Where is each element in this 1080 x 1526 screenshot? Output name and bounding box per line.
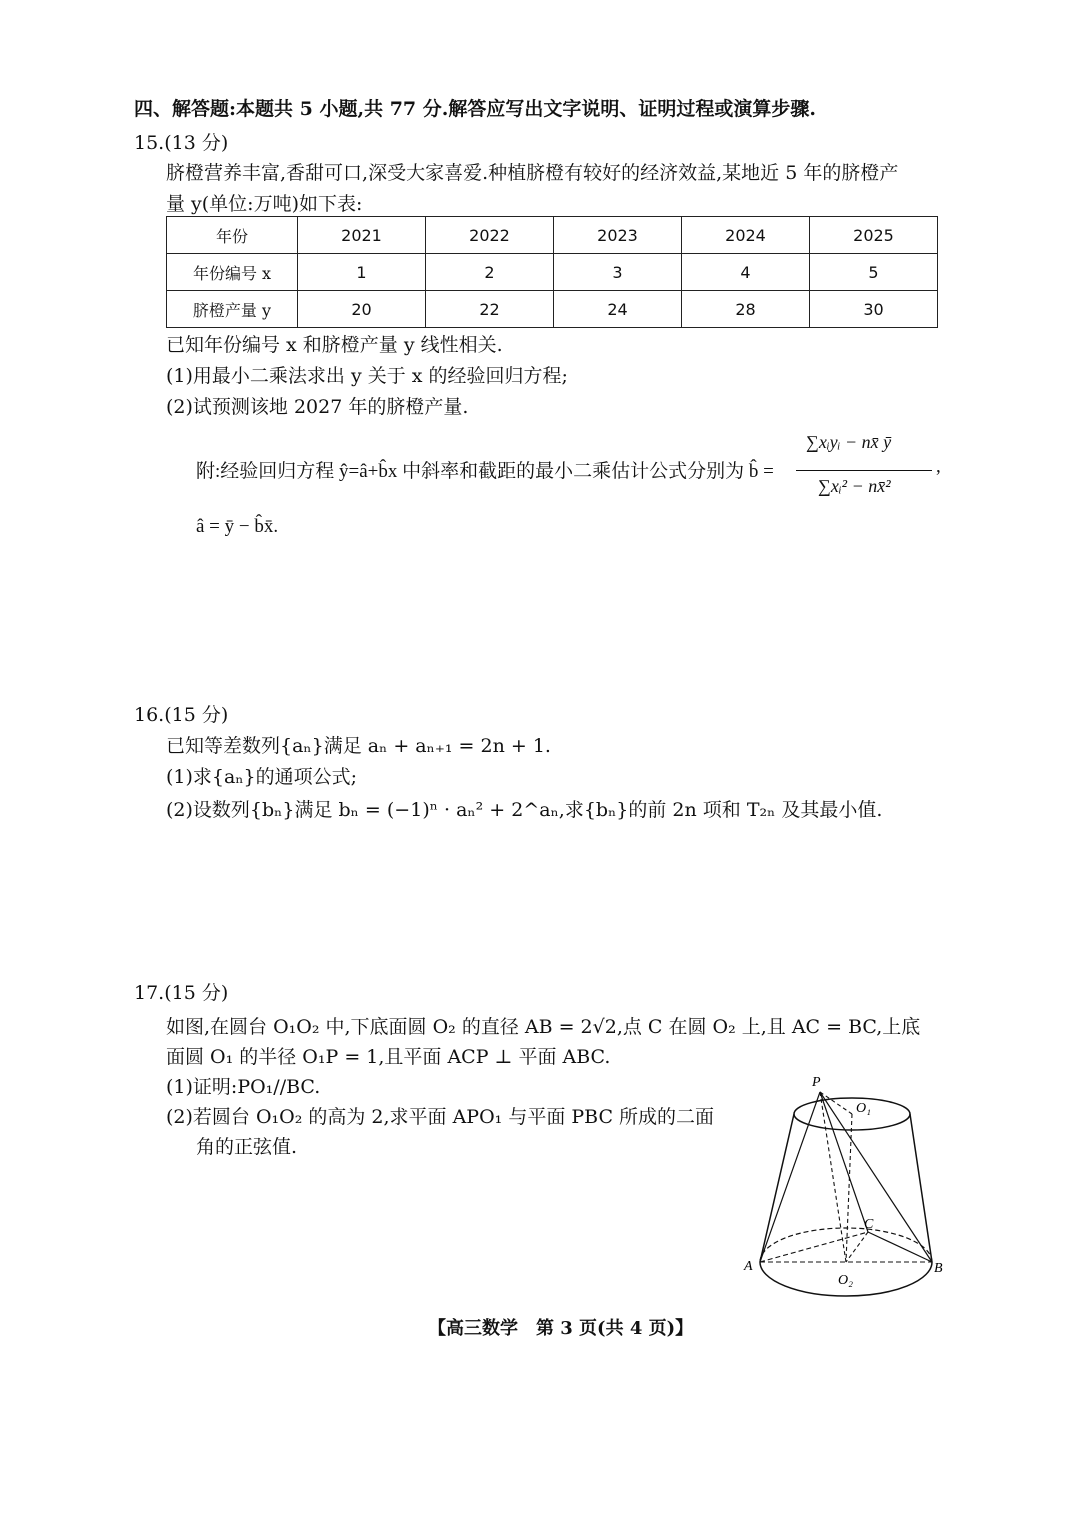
table-header-cell: 年份: [167, 217, 298, 254]
label-O2: O₂: [838, 1273, 853, 1288]
q15-intro-line1: 脐橙营养丰富,香甜可口,深受大家喜爱.种植脐橙有较好的经济效益,某地近 5 年的脐橙产: [166, 162, 899, 184]
q15-formula-line2: â = ȳ − b̂x̄.: [196, 516, 279, 537]
table-cell: 5: [810, 254, 938, 291]
segment-PO1: [820, 1092, 852, 1114]
table-cell: 20: [298, 291, 426, 328]
q16-part2: (2)设数列{bₙ}满足 bₙ = (−1)ⁿ · aₙ² + 2^aₙ,求{bₙ}的前 2n 项和 T₂ₙ 及其最小值.: [166, 799, 883, 821]
label-P: P: [812, 1075, 821, 1090]
table-row: [167, 291, 938, 328]
left-generatrix: [760, 1114, 794, 1262]
table-header-cell: 2025: [810, 217, 938, 254]
table-cell: 28: [682, 291, 810, 328]
q15-number: 15.(13 分): [134, 132, 229, 154]
table-cell: 2: [426, 254, 554, 291]
segment-AC: [760, 1232, 868, 1262]
segment-PO2: [820, 1092, 846, 1262]
q15-data-table: [166, 216, 938, 328]
segment-CO2: [846, 1232, 868, 1262]
q15-formula-denominator: ∑xᵢ² − nx̄²: [818, 476, 891, 496]
q15-formula-comma: ,: [936, 456, 941, 477]
label-B: B: [934, 1261, 943, 1276]
q17-part2-line2: 角的正弦值.: [196, 1136, 298, 1158]
section-header: 四、解答题:本题共 5 小题,共 77 分.解答应写出文字说明、证明过程或演算步骤.: [134, 98, 816, 120]
q16-number: 16.(15 分): [134, 704, 229, 726]
q15-part2: (2)试预测该地 2027 年的脐橙产量.: [166, 396, 469, 418]
right-generatrix: [910, 1114, 932, 1262]
q16-given: 已知等差数列{aₙ}满足 aₙ + aₙ₊₁ = 2n + 1.: [166, 735, 551, 757]
q17-number: 17.(15 分): [134, 982, 229, 1004]
table-cell: 30: [810, 291, 938, 328]
table-row: [167, 254, 938, 291]
table-header-cell: 2022: [426, 217, 554, 254]
q15-part1: (1)用最小二乘法求出 y 关于 x 的经验回归方程;: [166, 365, 568, 387]
table-header-cell: 2023: [554, 217, 682, 254]
page-footer: 【高三数学 第 3 页(共 4 页)】: [428, 1318, 694, 1339]
q15-intro-line2: 量 y(单位:万吨)如下表:: [166, 193, 363, 215]
table-header-cell: 2021: [298, 217, 426, 254]
label-O1: O₁: [856, 1101, 871, 1116]
fraction-bar: [796, 470, 932, 471]
table-cell: 3: [554, 254, 682, 291]
q15-note: 已知年份编号 x 和脐橙产量 y 线性相关.: [166, 334, 503, 356]
q17-line2: 面圆 O₁ 的半径 O₁P = 1,且平面 ACP ⊥ 平面 ABC.: [166, 1046, 611, 1068]
frustum-figure: [742, 1072, 952, 1312]
table-cell: 年份编号 x: [167, 254, 298, 291]
q16-part1: (1)求{aₙ}的通项公式;: [166, 766, 358, 788]
table-cell: 22: [426, 291, 554, 328]
table-cell: 脐橙产量 y: [167, 291, 298, 328]
table-cell: 24: [554, 291, 682, 328]
q17-part2-line1: (2)若圆台 O₁O₂ 的高为 2,求平面 APO₁ 与平面 PBC 所成的二面: [166, 1106, 715, 1128]
q17-line1: 如图,在圆台 O₁O₂ 中,下底面圆 O₂ 的直径 AB = 2√2,点 C 在圆 O₂ 上,且 AC = BC,上底: [166, 1016, 921, 1038]
q15-appendix-text: 附:经验回归方程 ŷ=â+b̂x 中斜率和截距的最小二乘估计公式分别为 b̂ =: [196, 461, 774, 482]
table-cell: 1: [298, 254, 426, 291]
label-A: A: [744, 1259, 753, 1274]
table-header-cell: 2024: [682, 217, 810, 254]
table-cell: 4: [682, 254, 810, 291]
q15-formula-numerator: ∑xᵢyᵢ − nx̄ ȳ: [806, 432, 892, 452]
label-C: C: [864, 1217, 874, 1232]
table-header-row: [167, 217, 938, 254]
q17-part1: (1)证明:PO₁//BC.: [166, 1076, 321, 1098]
segment-PB: [820, 1092, 932, 1262]
